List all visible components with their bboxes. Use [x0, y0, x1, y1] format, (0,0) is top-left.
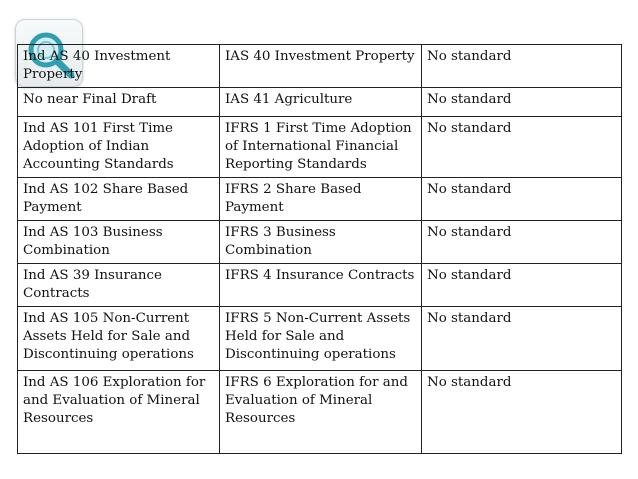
table-cell-ifrs: IFRS 1 First Time Adoption of International Financial Reporting Standards [220, 117, 422, 178]
table-row [18, 45, 622, 88]
table-cell-standard-status: No standard [422, 264, 622, 307]
table-row [18, 264, 622, 307]
table-cell-standard-status: No standard [422, 45, 622, 88]
table-row [18, 88, 622, 117]
table-cell-ind-as: No near Final Draft [18, 88, 220, 117]
table-cell-ind-as: Ind AS 101 First Time Adoption of Indian Accounting Standards [18, 117, 220, 178]
table-row [18, 178, 622, 221]
table-cell-standard-status: No standard [422, 88, 622, 117]
table-cell-ind-as: Ind AS 105 Non-Current Assets Held for Sale and Discontinuing operations [18, 307, 220, 371]
table-cell-ind-as: Ind AS 40 Investment Property [18, 45, 220, 88]
table-row [18, 117, 622, 178]
table-cell-ifrs: IAS 41 Agriculture [220, 88, 422, 117]
table-cell-ind-as: Ind AS 102 Share Based Payment [18, 178, 220, 221]
table-cell-ind-as: Ind AS 103 Business Combination [18, 221, 220, 264]
table-cell-standard-status: No standard [422, 221, 622, 264]
table-row [18, 221, 622, 264]
table-cell-standard-status: No standard [422, 307, 622, 371]
table-cell-standard-status: No standard [422, 117, 622, 178]
table-cell-ifrs: IAS 40 Investment Property [220, 45, 422, 88]
table-cell-ifrs: IFRS 2 Share Based Payment [220, 178, 422, 221]
table-cell-ifrs: IFRS 5 Non-Current Assets Held for Sale and Discontinuing operations [220, 307, 422, 371]
table-cell-standard-status: No standard [422, 371, 622, 454]
table-cell-ind-as: Ind AS 39 Insurance Contracts [18, 264, 220, 307]
table-row [18, 371, 622, 454]
table-cell-standard-status: No standard [422, 178, 622, 221]
table-row [18, 307, 622, 371]
table-cell-ifrs: IFRS 6 Exploration for and Evaluation of Mineral Resources [220, 371, 422, 454]
table-cell-ifrs: IFRS 4 Insurance Contracts [220, 264, 422, 307]
standards-comparison-table [17, 44, 622, 454]
table-cell-ifrs: IFRS 3 Business Combination [220, 221, 422, 264]
table-cell-ind-as: Ind AS 106 Exploration for and Evaluation of Mineral Resources [18, 371, 220, 454]
